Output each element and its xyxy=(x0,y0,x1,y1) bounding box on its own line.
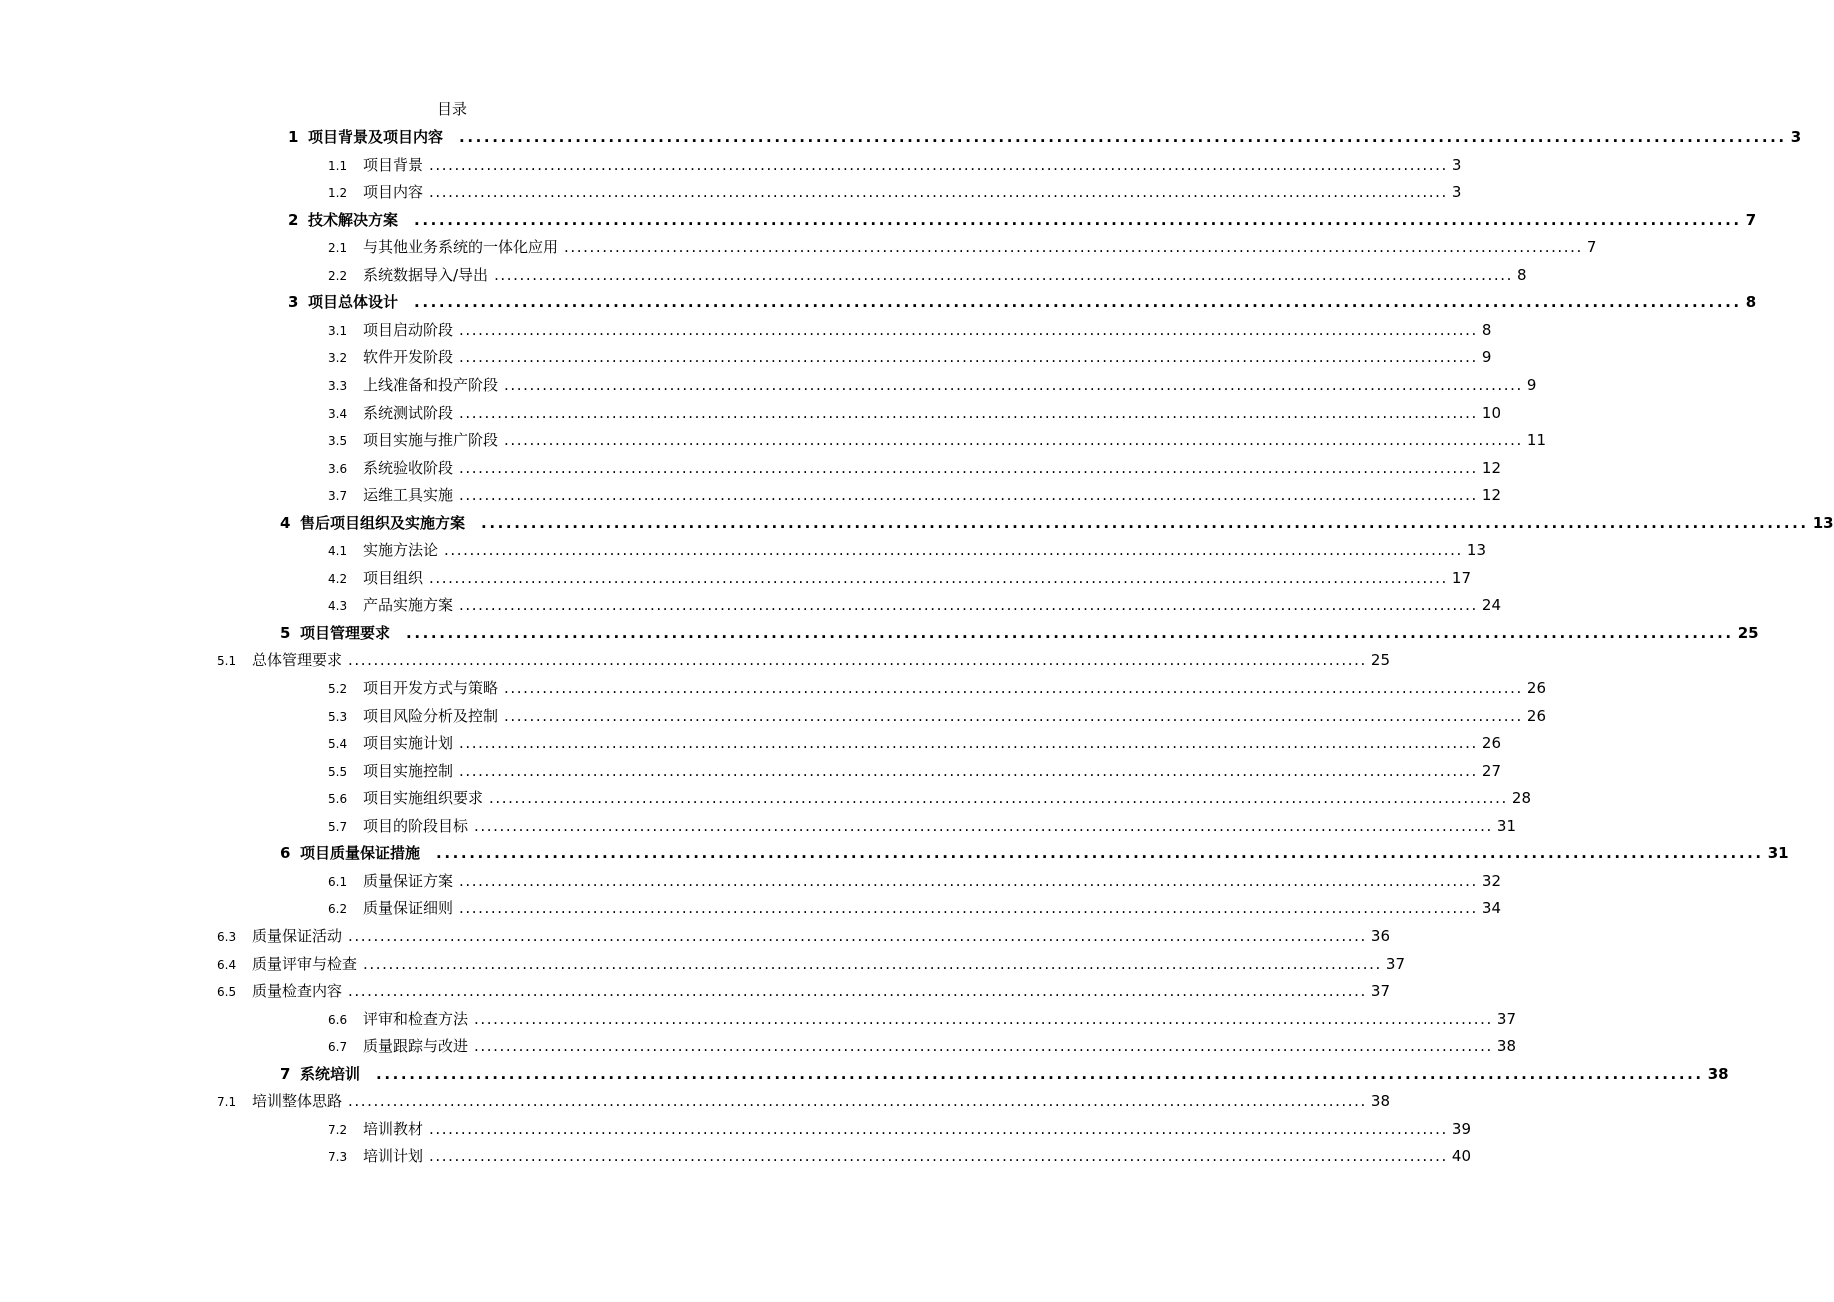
toc-entry[interactable] xyxy=(217,926,1390,946)
toc-entry[interactable] xyxy=(288,210,1757,230)
toc-entry[interactable] xyxy=(328,568,1471,588)
toc-entry-page: 24 xyxy=(1481,596,1501,615)
toc-leader-dots: ................................................................................................................................................................ xyxy=(459,871,1478,890)
toc-leader-dots: ................................................................................................................................................................ xyxy=(348,926,1367,945)
toc-entry-number: 6.5 xyxy=(217,985,237,1000)
toc-leader-dots: ................................................................................................................................................................ xyxy=(474,1037,1493,1056)
toc-leader-dots: ................................................................................................................................................................ xyxy=(459,403,1478,422)
toc-leader-dots: ................................................................................................................................................................ xyxy=(459,486,1478,505)
toc-entry[interactable] xyxy=(217,981,1390,1001)
toc-leader-dots: ................................................................................................................................................................ xyxy=(429,155,1448,174)
toc-entry-page: 40 xyxy=(1451,1147,1471,1166)
toc-entry-page: 7 xyxy=(1586,238,1597,257)
toc-entry-title: 项目实施控制 xyxy=(363,761,454,780)
toc-entry[interactable] xyxy=(280,843,1789,863)
toc-entry-number: 3.6 xyxy=(328,461,348,476)
toc-entry-number: 1.2 xyxy=(328,186,348,201)
toc-entry[interactable] xyxy=(280,623,1759,643)
toc-leader-dots: ................................................................................................................................................................ xyxy=(504,375,1523,394)
toc-entry-number: 7.3 xyxy=(328,1150,348,1165)
toc-entry-number: 5 xyxy=(280,623,291,642)
toc-entry-number: 2.2 xyxy=(328,268,348,283)
toc-leader-dots: ................................................................................................................................................................ xyxy=(363,954,1382,973)
toc-entry-title: 项目总体设计 xyxy=(308,293,399,312)
toc-entry-title: 项目质量保证措施 xyxy=(300,844,421,863)
toc-leader-dots: ................................................................................................................................................................ xyxy=(348,982,1367,1001)
toc-entry-title: 产品实施方案 xyxy=(363,596,454,615)
toc-entry[interactable] xyxy=(328,898,1501,918)
toc-entry-number: 7.2 xyxy=(328,1122,348,1137)
toc-entry-number: 5.7 xyxy=(328,819,348,834)
toc-entry-number: 7 xyxy=(280,1064,291,1083)
toc-entry-number: 6.7 xyxy=(328,1040,348,1055)
toc-leader-dots: ................................................................................................................................................................ xyxy=(429,1119,1448,1138)
toc-entry-title: 质量跟踪与改进 xyxy=(363,1037,469,1056)
toc-entry-title: 总体管理要求 xyxy=(252,651,343,670)
toc-entry[interactable] xyxy=(328,485,1501,505)
toc-entry-title: 项目实施与推广阶段 xyxy=(363,431,499,450)
toc-entry[interactable] xyxy=(328,788,1531,808)
toc-leader-dots: ................................................................................................................................................................ xyxy=(459,899,1478,918)
toc-leader-dots: ................................................................................................................................................................ xyxy=(504,706,1523,725)
toc-leader-dots: ................................................................................................................................................................ xyxy=(504,431,1523,450)
toc-leader-dots: ................................................................................................................................................................ xyxy=(414,210,1742,229)
toc-title: 目录 xyxy=(436,100,467,118)
toc-leader-dots: ................................................................................................................................................................ xyxy=(436,844,1764,863)
toc-leader-dots: ................................................................................................................................................................ xyxy=(459,348,1478,367)
toc-entry-page: 8 xyxy=(1516,265,1527,284)
toc-entry-title: 运维工具实施 xyxy=(363,486,454,505)
toc-entry[interactable] xyxy=(328,1036,1516,1056)
toc-entry-title: 项目启动阶段 xyxy=(363,320,454,339)
toc-leader-dots: ................................................................................................................................................................ xyxy=(444,541,1463,560)
toc-entry-page: 28 xyxy=(1511,789,1531,808)
toc-entry[interactable] xyxy=(328,265,1527,285)
toc-entry[interactable] xyxy=(328,458,1501,478)
toc-entry-title: 上线准备和投产阶段 xyxy=(363,375,499,394)
toc-entry-number: 2.1 xyxy=(328,241,348,256)
toc-entry-page: 10 xyxy=(1481,403,1501,422)
toc-entry[interactable] xyxy=(217,1091,1390,1111)
toc-entry-number: 3.7 xyxy=(328,489,348,504)
toc-entry-title: 系统验收阶段 xyxy=(363,458,454,477)
toc-entry-title: 系统数据导入/导出 xyxy=(363,265,489,284)
toc-entry[interactable] xyxy=(328,706,1546,726)
toc-entry[interactable] xyxy=(328,347,1492,367)
toc-entry-title: 项目内容 xyxy=(363,183,424,202)
toc-entry-page: 39 xyxy=(1451,1119,1471,1138)
toc-entry-number: 1.1 xyxy=(328,158,348,173)
toc-entry-number: 6.3 xyxy=(217,929,237,944)
toc-entry[interactable] xyxy=(328,733,1501,753)
toc-entry-title: 培训计划 xyxy=(363,1147,424,1166)
toc-leader-dots: ................................................................................................................................................................ xyxy=(348,651,1367,670)
toc-entry[interactable] xyxy=(328,595,1501,615)
toc-entry-page: 31 xyxy=(1767,844,1789,863)
toc-entry-number: 6 xyxy=(280,844,291,863)
toc-entry-title: 与其他业务系统的一体化应用 xyxy=(363,238,559,257)
toc-entry-page: 9 xyxy=(1526,375,1537,394)
toc-entry-title: 质量检查内容 xyxy=(252,982,343,1001)
toc-entry[interactable] xyxy=(328,1009,1516,1029)
toc-entry-number: 5.5 xyxy=(328,764,348,779)
toc-entry-number: 3 xyxy=(288,293,299,312)
toc-entry-title: 项目组织 xyxy=(363,568,424,587)
toc-entry[interactable] xyxy=(328,237,1597,257)
toc-entry-title: 质量评审与检查 xyxy=(252,954,358,973)
toc-entry-number: 3.5 xyxy=(328,434,348,449)
toc-leader-dots: ................................................................................................................................................................ xyxy=(481,513,1809,532)
toc-entry-page: 31 xyxy=(1496,816,1516,835)
toc-entry-page: 26 xyxy=(1481,734,1501,753)
toc-entry-page: 26 xyxy=(1526,679,1546,697)
toc-entry-number: 3.3 xyxy=(328,378,348,393)
toc-entry-number: 2 xyxy=(288,210,299,229)
toc-entry-title: 项目风险分析及控制 xyxy=(363,706,499,725)
toc-entry-number: 4.2 xyxy=(328,571,348,586)
toc-entry-title: 项目背景 xyxy=(363,155,424,174)
toc-entry-number: 6.2 xyxy=(328,902,348,917)
toc-leader-dots: ................................................................................................................................................................ xyxy=(489,789,1508,808)
toc-entry-title: 项目实施组织要求 xyxy=(363,789,484,808)
toc-entry[interactable] xyxy=(328,1146,1471,1166)
toc-leader-dots: ................................................................................................................................................................ xyxy=(459,320,1478,339)
toc-entry-page: 25 xyxy=(1737,623,1759,642)
toc-leader-dots: ................................................................................................................................................................ xyxy=(459,458,1478,477)
toc-leader-dots: ................................................................................................................................................................ xyxy=(429,568,1448,587)
toc-entry[interactable] xyxy=(217,650,1390,670)
toc-entry-page: 34 xyxy=(1481,899,1501,918)
toc-entry-title: 项目实施计划 xyxy=(363,734,454,753)
toc-entry-number: 6.4 xyxy=(217,957,237,972)
toc-entry[interactable] xyxy=(328,761,1501,781)
toc-leader-dots: ................................................................................................................................................................ xyxy=(474,1009,1493,1028)
toc-entry[interactable] xyxy=(288,292,1757,312)
toc-leader-dots: ................................................................................................................................................................ xyxy=(459,128,1787,146)
toc-entry-page: 37 xyxy=(1370,982,1390,1001)
toc-entry-number: 4.3 xyxy=(328,599,348,614)
toc-entry-page: 12 xyxy=(1481,458,1501,477)
toc-leader-dots: ................................................................................................................................................................ xyxy=(414,293,1742,312)
toc-entry-page: 26 xyxy=(1526,706,1546,725)
toc-entry[interactable] xyxy=(280,1064,1729,1084)
toc-entry-page: 37 xyxy=(1496,1009,1516,1028)
toc-entry-title: 软件开发阶段 xyxy=(363,348,454,367)
toc-entry[interactable] xyxy=(328,403,1501,423)
toc-entry-page: 11 xyxy=(1526,431,1546,450)
toc-leader-dots: ................................................................................................................................................................ xyxy=(459,761,1478,780)
toc-entry-page: 7 xyxy=(1745,210,1757,229)
toc-entry-page: 17 xyxy=(1451,568,1471,587)
toc-entry-number: 7.1 xyxy=(217,1095,237,1110)
toc-entry-page: 8 xyxy=(1745,293,1757,312)
toc-entry-title: 评审和检查方法 xyxy=(363,1009,469,1028)
toc-entry-page: 3 xyxy=(1451,183,1462,202)
toc-entry-page: 38 xyxy=(1496,1037,1516,1056)
toc-leader-dots: ................................................................................................................................................................ xyxy=(459,734,1478,753)
toc-entry-page: 12 xyxy=(1481,486,1501,505)
toc-entry[interactable] xyxy=(328,375,1537,395)
toc-entry-page: 27 xyxy=(1481,761,1501,780)
toc-entry[interactable] xyxy=(328,1119,1471,1139)
toc-entry-number: 4 xyxy=(280,513,291,532)
toc-leader-dots: ................................................................................................................................................................ xyxy=(494,265,1513,284)
toc-entry-page: 37 xyxy=(1385,954,1405,973)
toc-entry[interactable] xyxy=(217,954,1405,974)
toc-leader-dots: ................................................................................................................................................................ xyxy=(459,596,1478,615)
toc-leader-dots: ................................................................................................................................................................ xyxy=(474,816,1493,835)
toc-entry-title: 培训整体思路 xyxy=(252,1092,343,1111)
toc-entry-page: 8 xyxy=(1481,320,1492,339)
toc-entry-number: 3.2 xyxy=(328,351,348,366)
toc-entry[interactable] xyxy=(328,540,1486,560)
toc-entry-title: 售后项目组织及实施方案 xyxy=(300,513,466,532)
toc-entry[interactable] xyxy=(328,816,1516,836)
toc-entry-number: 6.6 xyxy=(328,1012,348,1027)
toc-entry[interactable] xyxy=(328,678,1546,698)
toc-entry[interactable] xyxy=(328,155,1462,175)
toc-entry-number: 5.3 xyxy=(328,709,348,724)
toc-entry-page: 36 xyxy=(1370,926,1390,945)
toc-entry-page: 3 xyxy=(1451,155,1462,174)
toc-entry-page: 3 xyxy=(1790,128,1802,146)
toc-leader-dots: ................................................................................................................................................................ xyxy=(564,238,1583,257)
toc-entry-title: 系统培训 xyxy=(300,1064,361,1083)
toc-leader-dots: ................................................................................................................................................................ xyxy=(376,1064,1704,1083)
toc-entry[interactable] xyxy=(328,430,1546,450)
toc-entry-title: 实施方法论 xyxy=(363,541,439,560)
toc-leader-dots: ................................................................................................................................................................ xyxy=(429,183,1448,202)
toc-entry-title: 项目的阶段目标 xyxy=(363,816,469,835)
toc-leader-dots: ................................................................................................................................................................ xyxy=(429,1147,1448,1166)
toc-entry-title: 质量保证细则 xyxy=(363,899,454,918)
toc-entry-number: 5.1 xyxy=(217,654,237,669)
toc-entry-page: 13 xyxy=(1466,541,1486,560)
toc-leader-dots: ................................................................................................................................................................ xyxy=(348,1092,1367,1111)
toc-entry-number: 3.1 xyxy=(328,323,348,338)
toc-entry-page: 38 xyxy=(1707,1064,1729,1083)
toc-entry-number: 5.4 xyxy=(328,737,348,752)
toc-entry-page: 32 xyxy=(1481,871,1501,890)
toc-entry[interactable] xyxy=(288,127,1802,147)
toc-entry[interactable] xyxy=(280,513,1834,533)
toc-entry-title: 项目开发方式与策略 xyxy=(363,679,499,697)
toc-entry-title: 培训教材 xyxy=(363,1119,424,1138)
toc-entry-number: 3.4 xyxy=(328,406,348,421)
toc-entry-page: 25 xyxy=(1370,651,1390,670)
toc-entry-page: 38 xyxy=(1370,1092,1390,1111)
toc-entry[interactable] xyxy=(328,320,1492,340)
toc-entry[interactable] xyxy=(328,871,1501,891)
toc-entry-title: 技术解决方案 xyxy=(308,210,399,229)
toc-entry[interactable] xyxy=(328,182,1462,202)
toc-entry-number: 5.6 xyxy=(328,792,348,807)
toc-leader-dots: ................................................................................................................................................................ xyxy=(504,679,1523,697)
toc-leader-dots: ................................................................................................................................................................ xyxy=(406,623,1734,642)
toc-entry-number: 1 xyxy=(288,128,299,146)
toc-entry-title: 项目背景及项目内容 xyxy=(308,128,444,146)
toc-entry-number: 5.2 xyxy=(328,682,348,696)
toc-entry-page: 13 xyxy=(1812,513,1834,532)
toc-entry-page: 9 xyxy=(1481,348,1492,367)
toc-entry-number: 6.1 xyxy=(328,874,348,889)
toc-entry-title: 质量保证活动 xyxy=(252,926,343,945)
toc-entry-title: 项目管理要求 xyxy=(300,623,391,642)
toc-entry-number: 4.1 xyxy=(328,544,348,559)
toc-entry-title: 质量保证方案 xyxy=(363,871,454,890)
toc-entry-title: 系统测试阶段 xyxy=(363,403,454,422)
